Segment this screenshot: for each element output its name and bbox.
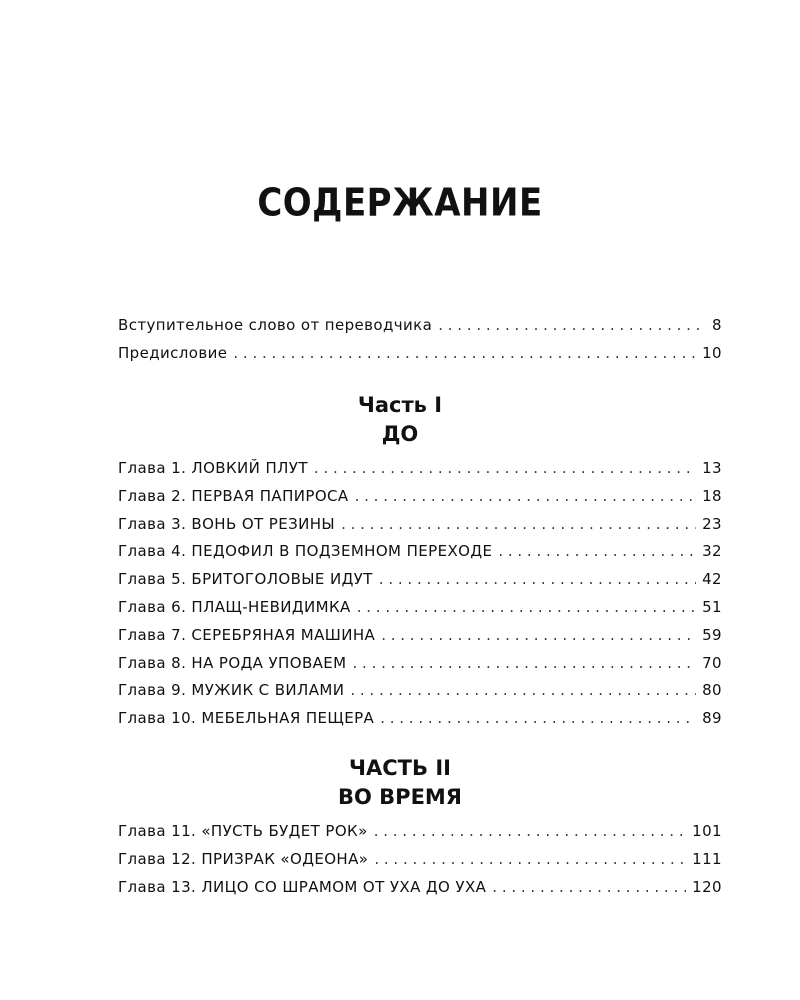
dot-leader: [498, 542, 696, 560]
dot-leader: [381, 626, 696, 644]
part-2-number: ЧАСТЬ II: [349, 756, 451, 780]
toc-entry-chapter-3[interactable]: [118, 515, 722, 543]
toc-entry-label: Глава 1. ЛОВКИЙ ПЛУТ: [118, 459, 308, 477]
toc-entry-chapter-4[interactable]: [118, 542, 722, 570]
toc-entry-chapter-1[interactable]: [118, 459, 722, 487]
toc-entry-page: 42: [702, 570, 722, 589]
dot-leader: [374, 822, 686, 840]
toc-entry-translator-note[interactable]: [118, 316, 722, 344]
part-1-name: ДО: [381, 422, 419, 446]
front-matter-list: [118, 316, 722, 372]
toc-entry-label: Предисловие: [118, 343, 228, 362]
toc-entry-chapter-7[interactable]: [118, 626, 722, 654]
toc-entry-label: Глава 3. ВОНЬ ОТ РЕЗИНЫ: [118, 514, 336, 533]
toc-entry-page: 8: [712, 316, 722, 334]
toc-entry-label: Глава 2. ПЕРВАЯ ПАПИРОСА: [118, 486, 349, 505]
toc-entry-page: 51: [702, 597, 722, 616]
toc-entry-chapter-11[interactable]: [118, 822, 722, 850]
dot-leader: [492, 878, 686, 896]
dot-leader: [357, 598, 696, 616]
toc-entry-label: Глава 13. ЛИЦО СО ШРАМОМ ОТ УХА ДО УХА: [118, 877, 487, 896]
dot-leader: [314, 459, 696, 477]
toc-entry-chapter-10[interactable]: [118, 709, 722, 737]
dot-leader: [341, 515, 696, 533]
part-1-heading: [0, 391, 800, 449]
dot-leader: [233, 344, 696, 362]
part-1-number: Часть I: [357, 393, 443, 417]
toc-entry-preface[interactable]: [118, 344, 722, 372]
toc-entry-chapter-13[interactable]: [118, 878, 722, 906]
toc-entry-page: 101: [692, 822, 722, 840]
part-2-chapter-list: [118, 822, 722, 905]
dot-leader: [350, 681, 696, 699]
toc-entry-chapter-2[interactable]: [118, 487, 722, 515]
toc-entry-page: 120: [692, 877, 722, 896]
toc-entry-label: Глава 12. ПРИЗРАК «ОДЕОНА»: [118, 849, 369, 868]
toc-entry-page: 10: [702, 343, 722, 362]
dot-leader: [353, 654, 697, 672]
toc-entry-label: Глава 5. БРИТОГОЛОВЫЕ ИДУТ: [118, 570, 373, 589]
toc-entry-page: 32: [702, 542, 722, 561]
toc-entry-label: Глава 11. «ПУСТЬ БУДЕТ РОК»: [118, 822, 368, 840]
toc-entry-chapter-5[interactable]: [118, 570, 722, 598]
dot-leader: [374, 850, 686, 868]
toc-entry-label: Глава 8. НА РОДА УПОВАЕМ: [118, 653, 347, 672]
toc-entry-page: 18: [702, 486, 722, 505]
toc-entry-label: Глава 10. МЕБЕЛЬНАЯ ПЕЩЕРА: [118, 709, 375, 728]
toc-entry-page: 13: [702, 459, 722, 477]
toc-entry-label: Глава 9. МУЖИК С ВИЛАМИ: [118, 681, 345, 700]
toc-entry-label: Глава 4. ПЕДОФИЛ В ПОДЗЕМНОМ ПЕРЕХОДЕ: [118, 542, 493, 561]
toc-entry-label: Глава 7. СЕРЕБРЯНАЯ МАШИНА: [118, 625, 376, 644]
toc-entry-page: 89: [702, 709, 722, 728]
toc-entry-label: Вступительное слово от переводчика: [118, 316, 433, 334]
toc-entry-page: 23: [702, 514, 722, 533]
toc-entry-page: 80: [702, 681, 722, 700]
toc-entry-page: 70: [702, 653, 722, 672]
dot-leader: [438, 316, 706, 334]
dot-leader: [355, 487, 697, 505]
toc-entry-page: 59: [702, 625, 722, 644]
toc-entry-chapter-9[interactable]: [118, 681, 722, 709]
toc-entry-chapter-8[interactable]: [118, 654, 722, 682]
toc-entry-label: Глава 6. ПЛАЩ-НЕВИДИМКА: [118, 597, 351, 616]
part-2-heading: [0, 754, 800, 812]
dot-leader: [380, 709, 696, 727]
page-title: СОДЕРЖАНИЕ: [257, 180, 543, 226]
part-2-name: ВО ВРЕМЯ: [338, 785, 462, 809]
toc-entry-chapter-12[interactable]: [118, 850, 722, 878]
part-1-chapter-list: [118, 459, 722, 737]
toc-entry-chapter-6[interactable]: [118, 598, 722, 626]
dot-leader: [379, 570, 696, 588]
toc-entry-page: 111: [692, 849, 722, 868]
